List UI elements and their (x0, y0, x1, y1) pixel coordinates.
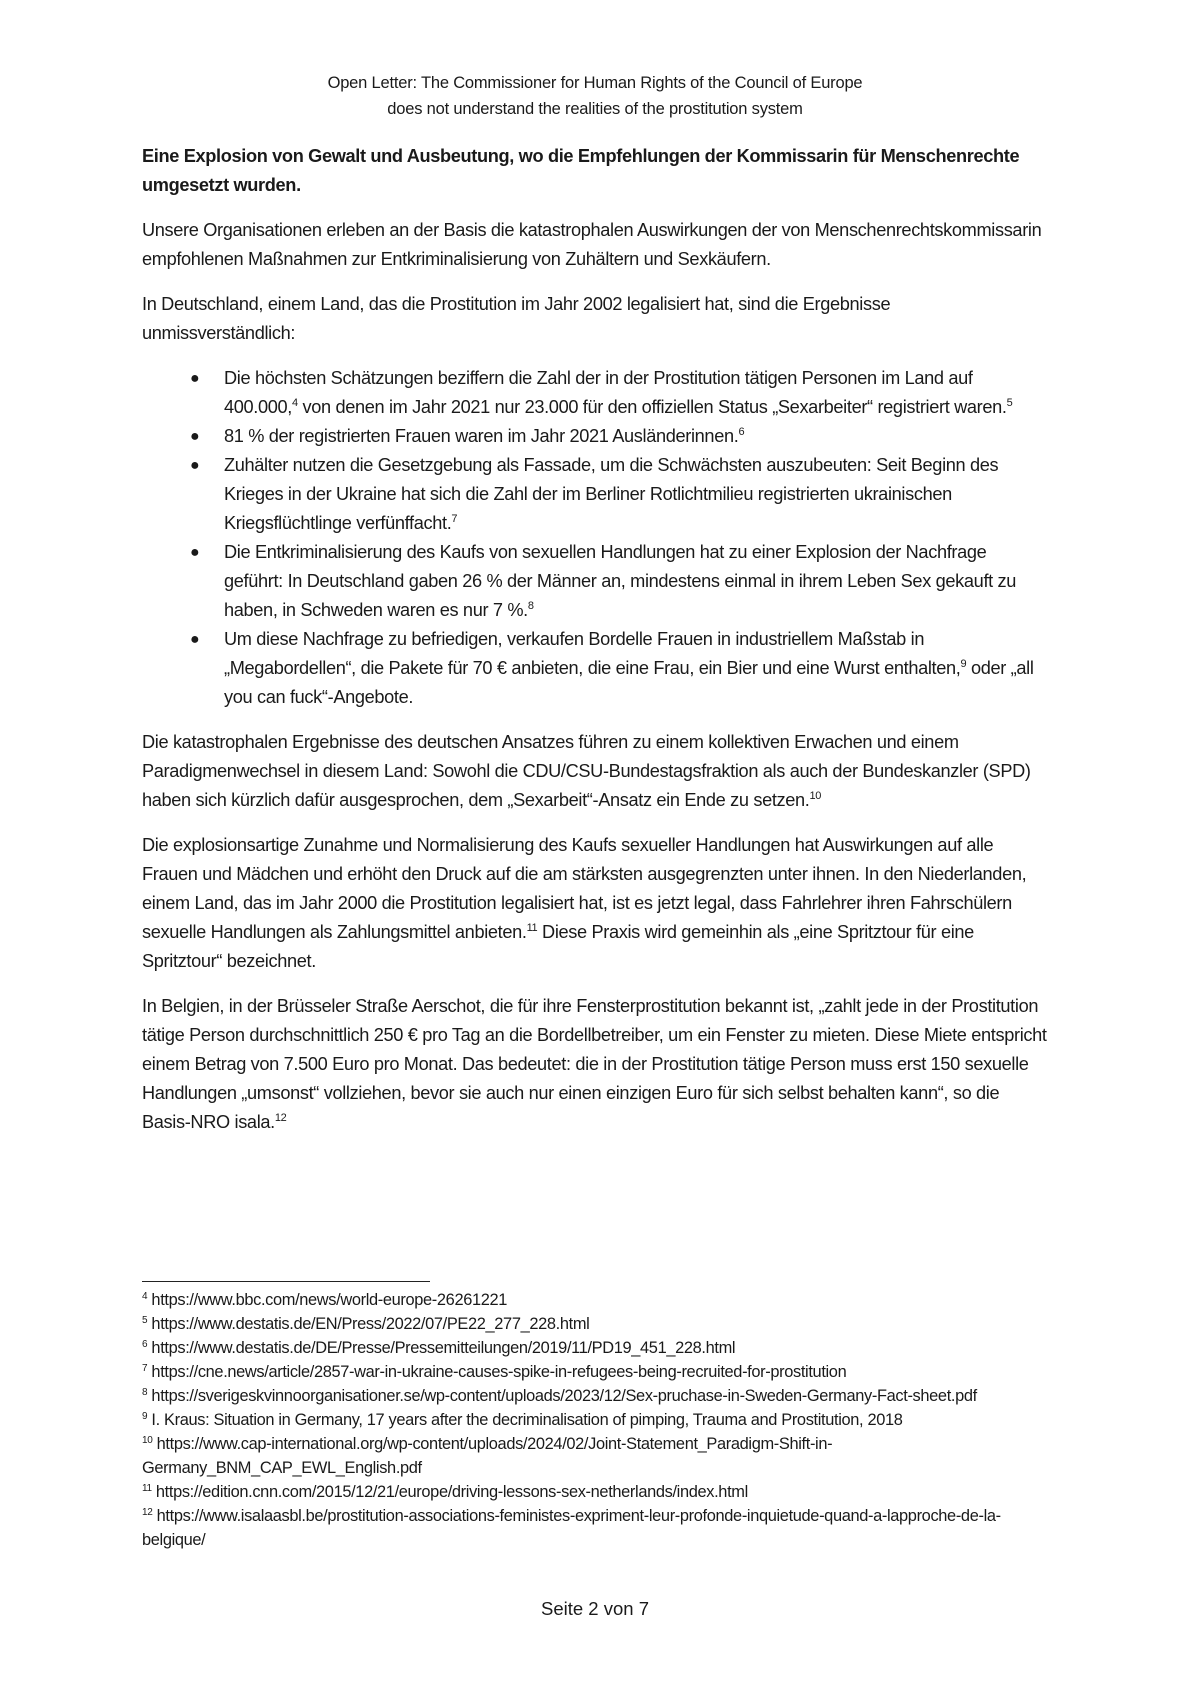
footnote-item (142, 1384, 1062, 1408)
footnote-number: 7 (142, 1363, 148, 1374)
footnote-number: 5 (142, 1315, 148, 1326)
footnote-ref[interactable]: 11 (526, 922, 538, 934)
footnote-item (142, 1336, 1062, 1360)
footnote-separator (142, 1281, 430, 1282)
paragraph-belgium (142, 992, 1047, 1137)
bullet-icon: ● (190, 544, 200, 561)
paragraph-paradigm-shift (142, 728, 1047, 815)
bullet-icon: ● (190, 631, 200, 648)
footnote-link[interactable]: https://www.cap-international.org/wp-content/uploads/2024/02/Joint-Statement_Paradigm-Shift-in-Germany_BNM_CAP_EWL_English.pdf (142, 1435, 833, 1477)
footnote-ref[interactable]: 5 (1006, 397, 1013, 409)
footnote-link[interactable]: https://www.bbc.com/news/world-europe-26261221 (147, 1291, 508, 1309)
bullet-item (142, 538, 1047, 625)
paragraph-text: In Belgien, in der Brüsseler Straße Aerschot, die für ihre Fensterprostitution bekannt ist, „zahlt jede in der Prostitution tätige Person durchschnittlich 250 € pro Tag an die Bordellbetreiber, um ein Fenster zu mieten. Diese Miete entspricht einem Betrag von 7.500 Euro pro Monat. Das bedeutet: die in der Prostitution tätige Person muss erst 150 sexuelle Handlungen „umsonst“ vollziehen, bevor sie auch nur einen einzigen Euro für sich selbst behalten kann“, so die Basis-NRO isala. (142, 996, 1047, 1132)
bullet-icon: ● (190, 370, 200, 387)
paragraph-text: Die katastrophalen Ergebnisse des deutschen Ansatzes führen zu einem kollektiven Erwachen und einem Paradigmenwechsel in diesem Land: Sowohl die CDU/CSU-Bundestagsfraktion als auch der Bundeskanzler (SPD) haben sich kürzlich dafür ausgesprochen, dem „Sexarbeit“-Ansatz ein Ende zu setzen. (142, 732, 1031, 810)
footnote-ref[interactable]: 9 (960, 658, 967, 670)
bullet-text: Die höchsten Schätzungen beziffern die Zahl der in der Prostitution tätigen Personen im Land auf 400.000, (224, 368, 973, 417)
footnote-number: 4 (142, 1291, 148, 1302)
footnote-ref[interactable]: 6 (738, 426, 745, 438)
footnote-item (142, 1432, 1062, 1480)
footnote-link[interactable]: https://edition.cnn.com/2015/12/21/europe/driving-lessons-sex-netherlands/index.html (151, 1483, 748, 1501)
footnote-item (142, 1288, 1062, 1312)
paragraph-text: Diese Praxis wird gemeinhin als „eine Spritztour für eine Spritztour“ bezeichnet. (142, 922, 974, 971)
bullet-item (142, 422, 1047, 451)
bullet-item (142, 451, 1047, 538)
footnote-number: 9 (142, 1411, 148, 1422)
bullet-icon: ● (190, 428, 200, 445)
footnote-ref[interactable]: 12 (274, 1112, 287, 1124)
footnote-link[interactable]: https://cne.news/article/2857-war-in-ukraine-causes-spike-in-refugees-being-recruited-for-prostitution (147, 1363, 847, 1381)
page-header (0, 70, 1190, 122)
section-heading: Eine Explosion von Gewalt und Ausbeutung, wo die Empfehlungen der Kommissarin für Menschenrechte umgesetzt wurden. (142, 146, 1020, 195)
footnote-item (142, 1480, 1062, 1504)
page-number: Seite 2 von 7 (541, 1598, 649, 1619)
footnote-item (142, 1504, 1062, 1552)
footnote-ref[interactable]: 10 (809, 790, 822, 802)
bullet-text: von denen im Jahr 2021 nur 23.000 für den offiziellen Status „Sexarbeiter“ registriert waren. (297, 397, 1007, 417)
footnote-number: 6 (142, 1339, 148, 1350)
bullet-icon: ● (190, 457, 200, 474)
bullet-text: oder „all you can fuck“-Angebote. (224, 658, 1034, 707)
footnote-ref[interactable]: 8 (527, 600, 534, 612)
bullet-text: Um diese Nachfrage zu befriedigen, verkaufen Bordelle Frauen in industriellem Maßstab in „Megabordellen“, die Pakete für 70 € anbieten, die eine Frau, ein Bier und eine Wurst enthalten, (224, 629, 961, 678)
paragraph-intro: Unsere Organisationen erleben an der Basis die katastrophalen Auswirkungen der von Menschenrechtskommissarin empfohlenen Maßnahmen zur Entkriminalisierung von Zuhältern und Sexkäufern. (142, 220, 1042, 269)
footnote-item (142, 1408, 1062, 1432)
bullet-text: 81 % der registrierten Frauen waren im Jahr 2021 Ausländerinnen. (224, 426, 739, 446)
footnote-link[interactable]: https://www.isalaasbl.be/prostitution-associations-feministes-expriment-leur-profonde-inquietude-quand-a-lapproche-de-la-belgique/ (142, 1507, 1001, 1549)
footnotes (142, 1288, 1062, 1552)
footnote-number: 12 (142, 1507, 153, 1518)
header-line-2: does not understand the realities of the prostitution system (387, 100, 803, 118)
bullet-text: Zuhälter nutzen die Gesetzgebung als Fassade, um die Schwächsten auszubeuten: Seit Beginn des Krieges in der Ukraine hat sich die Zahl der im Berliner Rotlichtmilieu registrierten ukrainischen Kriegsflüchtlinge verfünffacht. (224, 455, 999, 533)
footnote-link[interactable]: https://www.destatis.de/EN/Press/2022/07/PE22_277_228.html (147, 1315, 590, 1333)
paragraph-netherlands (142, 831, 1047, 976)
footnote-number: 11 (142, 1483, 152, 1494)
main-content (142, 142, 1047, 1153)
footnote-text: I. Kraus: Situation in Germany, 17 years after the decriminalisation of pimping, Trauma and Prostitution, 2018 (147, 1411, 903, 1429)
footnote-link[interactable]: https://sverigeskvinnoorganisationer.se/wp-content/uploads/2023/12/Sex-pruchase-in-Sweden-Germany-Fact-sheet.pdf (147, 1387, 977, 1405)
bullet-item (142, 364, 1047, 422)
header-line-1: Open Letter: The Commissioner for Human Rights of the Council of Europe (327, 74, 863, 92)
paragraph-text: Die explosionsartige Zunahme und Normalisierung des Kaufs sexueller Handlungen hat Auswirkungen auf alle Frauen und Mädchen und erhöht den Druck auf die am stärksten ausgegrenzten unter ihnen. In den Niederlanden, einem Land, das im Jahr 2000 die Prostitution legalisiert hat, ist es jetzt legal, dass Fahrlehrer ihren Fahrschülern sexuelle Handlungen als Zahlungsmittel anbieten. (142, 835, 1027, 942)
footnote-ref[interactable]: 7 (451, 513, 458, 525)
footnote-number: 10 (142, 1435, 153, 1446)
footnote-link[interactable]: https://www.destatis.de/DE/Presse/Pressemitteilungen/2019/11/PD19_451_228.html (147, 1339, 736, 1357)
paragraph-germany: In Deutschland, einem Land, das die Prostitution im Jahr 2002 legalisiert hat, sind die Ergebnisse unmissverständlich: (142, 294, 891, 343)
bullet-text: Die Entkriminalisierung des Kaufs von sexuellen Handlungen hat zu einer Explosion der Nachfrage geführt: In Deutschland gaben 26 % der Männer an, mindestens einmal in ihrem Leben Sex gekauft zu haben, in Schweden waren es nur 7 %. (224, 542, 1017, 620)
footnote-number: 8 (142, 1387, 148, 1398)
bullet-item (142, 625, 1047, 712)
footnote-item (142, 1312, 1062, 1336)
footnote-ref[interactable]: 4 (292, 397, 298, 409)
bullet-list (142, 364, 1047, 712)
footnote-item (142, 1360, 1062, 1384)
